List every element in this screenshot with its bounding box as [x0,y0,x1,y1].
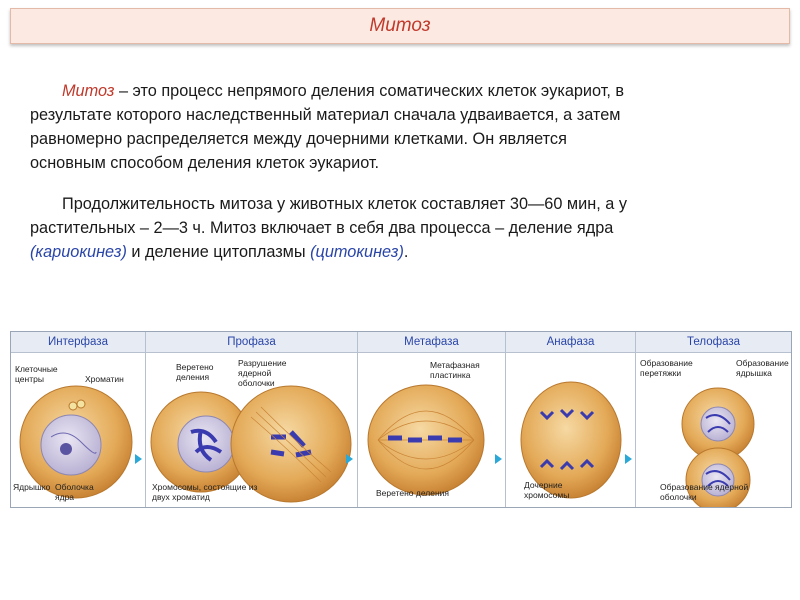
arrow-icon [135,454,142,464]
paragraph-definition [30,79,765,175]
para2-line1: Продолжительность митоза у животных клеток составляет 30—60 мин, а у [62,195,627,213]
para1-line1: Митоз – это процесс непрямого деления соматических клеток эукариот, в [62,82,625,100]
label-centrioles: Клеточные центры [15,364,58,384]
stage-title: Профаза [146,332,357,353]
label-chromatin: Хроматин [85,374,124,384]
stage-title: Телофаза [636,332,791,353]
stage-metaphase [358,332,506,507]
label-daughter-chromosomes: Дочерние хромосомы [524,480,570,500]
label-spindle: Веретено деления [176,362,214,382]
term-mitosis: Митоз [62,82,115,100]
label-envelope-breakdown: Разрушение ядерной оболочки [238,358,287,388]
arrow-icon [625,454,632,464]
stage-anaphase [506,332,636,507]
label-nucleolus-formation: Образование ядрышка [736,358,789,378]
term-cytokinesis: (цитокинез) [310,243,404,261]
slide-title: Митоз [369,15,431,36]
stage-title: Анафаза [506,332,635,353]
stage-telophase [636,332,791,507]
term-karyokinesis: (кариокинез) [30,243,127,261]
label-spindle: Веретено деления [376,488,450,498]
label-chromosomes-two-chromatids: Хромосомы, состоящие из двух хроматид [152,482,258,502]
label-furrow-formation: Образование перетяжки [640,358,693,378]
arrow-icon [495,454,502,464]
label-nuclear-envelope: Оболочка ядра [55,482,94,502]
para1-line3: равномерно распределяется между дочерними клетками. Он является [30,130,567,148]
stage-title: Метафаза [358,332,505,353]
stage-prophase [146,332,358,507]
stage-interphase [11,332,146,507]
label-nucleolus: Ядрышко [13,482,51,492]
para1-line4: основным способом деления клеток эукариот. [30,154,380,172]
label-envelope-formation: Образование ядерной оболочки [660,482,749,502]
para1-line2: результате которого наследственный материал сначала удваивается, а затем [30,106,621,124]
paragraph-duration [30,192,765,264]
mitosis-stages-figure [10,331,792,508]
stage-title: Интерфаза [11,332,145,353]
slide-title-bar [10,8,790,44]
para2-line2: растительных – 2—3 ч. Митоз включает в себя два процесса – деление ядра [30,219,614,237]
arrow-icon [346,454,353,464]
para2-line3: (кариокинез) и деление цитоплазмы (цитокинез). [30,243,409,261]
label-metaphase-plate: Метафазная пластинка [430,360,480,380]
